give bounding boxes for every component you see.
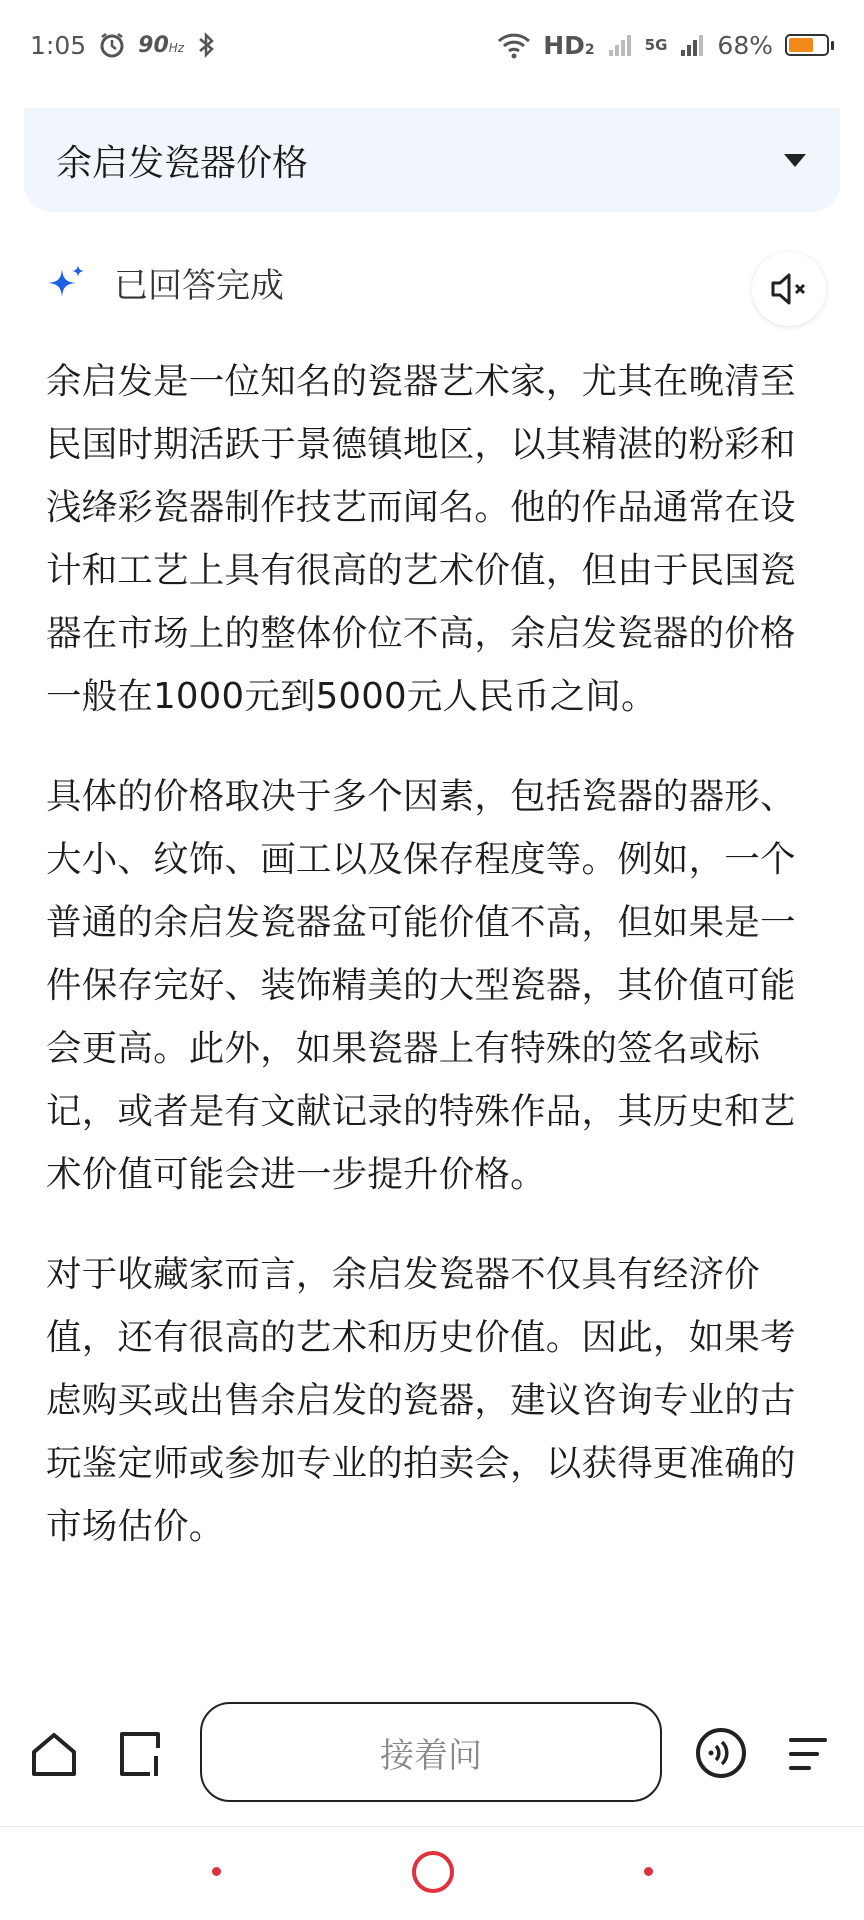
sparkle-icon (46, 263, 86, 303)
menu-button[interactable] (782, 1728, 834, 1780)
query-header[interactable] (24, 108, 840, 212)
clock: 1:05 (30, 30, 87, 60)
nav-back-button[interactable] (212, 1867, 221, 1876)
bluetooth-icon (196, 31, 216, 59)
menu-icon (785, 1731, 831, 1777)
refresh-rate-indicator: 90Hz (138, 32, 185, 58)
signal-icon (679, 32, 705, 58)
toolbar-divider (0, 1826, 864, 1827)
new-chat-icon (118, 1730, 166, 1778)
nav-recents-button[interactable] (644, 1867, 653, 1876)
mute-button[interactable] (752, 252, 826, 326)
nav-home-button[interactable] (412, 1851, 454, 1893)
new-chat-button[interactable] (116, 1728, 168, 1780)
alarm-icon (98, 31, 126, 59)
answer-paragraph: 具体的价格取决于多个因素，包括瓷器的器形、大小、纹饰、画工以及保存程度等。例如，一个普通的余启发瓷器盆可能价值不高，但如果是一件保存完好、装饰精美的大型瓷器，其价值可能会更高。此外，如果瓷器上有特殊的签名或标记，或者是有文献记录的特殊作品，其历史和艺术价值可能会进一步提升价格。 (46, 776, 796, 1195)
signal-empty-icon (607, 32, 633, 58)
voice-button[interactable] (694, 1726, 748, 1780)
battery-percent: 68% (717, 30, 773, 60)
answer-status-text: 已回答完成 (114, 266, 284, 306)
network-hd-label: HD2 (543, 30, 595, 60)
answer-paragraph: 对于收藏家而言，余启发瓷器不仅具有经济价值，还有很高的艺术和历史价值。因此，如果考虑购买或出售余启发的瓷器，建议咨询专业的古玩鉴定师或参加专业的拍卖会，以获得更准确的市场估价。 (46, 1254, 796, 1547)
home-icon (30, 1730, 78, 1778)
query-text: 余启发瓷器价格 (56, 142, 309, 184)
speaker-muted-icon (769, 271, 809, 307)
voice-icon (694, 1726, 748, 1780)
answer-paragraph: 余启发是一位知名的瓷器艺术家，尤其在晚清至民国时期活跃于景德镇地区，以其精湛的粉彩和浅绛彩瓷器制作技艺而闻名。他的作品通常在设计和工艺上具有很高的艺术价值，但由于民国瓷器在市场上的整体价位不高，余启发瓷器的价格一般在1000元到5000元人民币之间。 (46, 361, 796, 717)
battery-level-fill (789, 38, 813, 52)
answer-body (46, 350, 826, 1595)
wifi-icon (497, 31, 531, 59)
battery-icon (785, 34, 834, 56)
status-bar (0, 0, 864, 90)
expand-caret-icon[interactable] (784, 154, 806, 167)
follow-up-input[interactable] (200, 1702, 662, 1802)
answer-status (46, 258, 284, 307)
signal-5g-label: 5G (644, 36, 668, 54)
home-button[interactable] (28, 1728, 80, 1780)
follow-up-placeholder: 接着问 (380, 1735, 482, 1776)
